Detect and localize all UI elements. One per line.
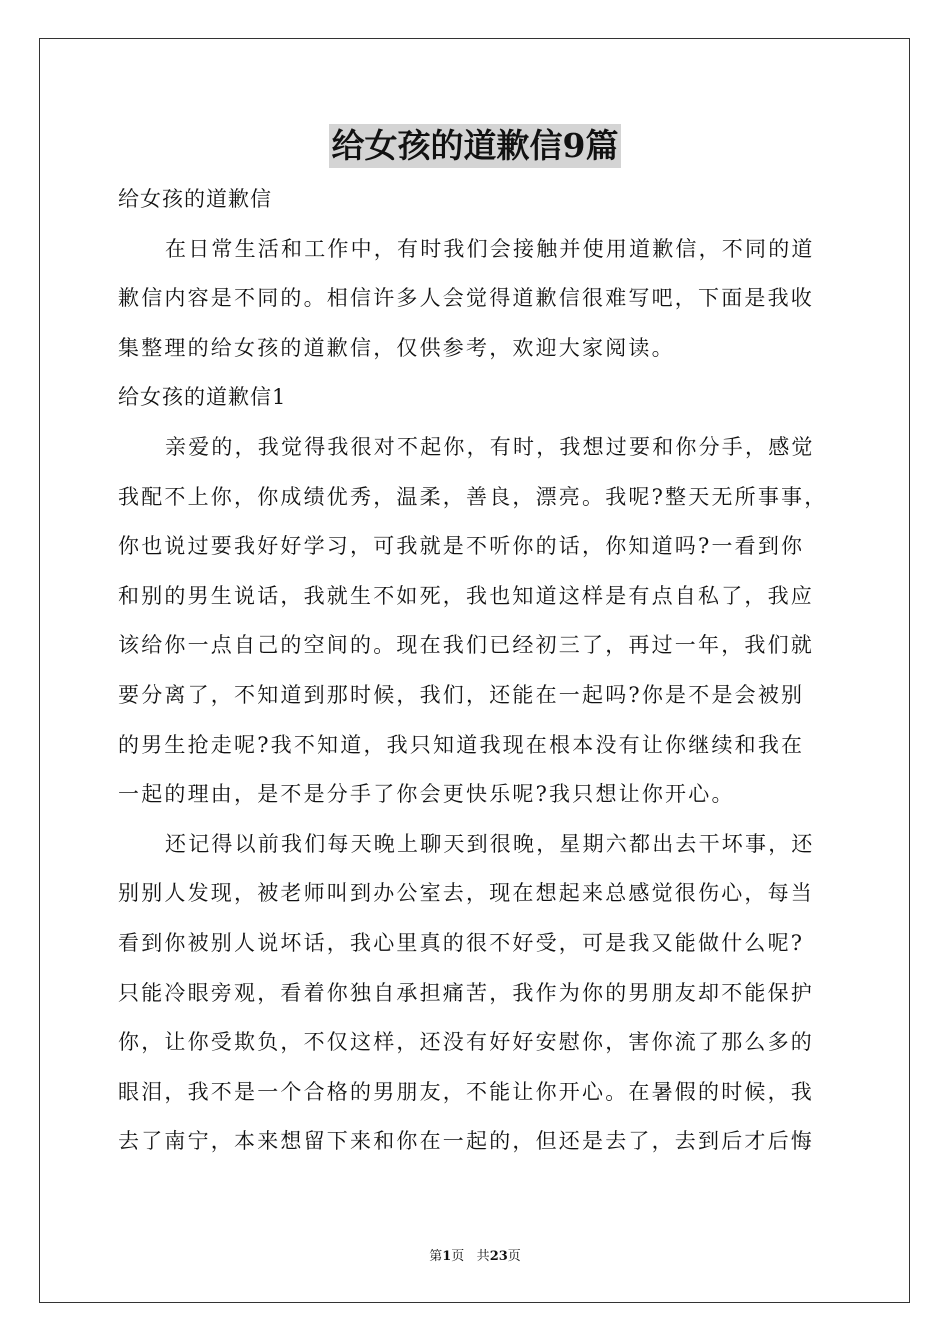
paragraph-line: 眼泪，我不是一个合格的男朋友，不能让你开心。在暑假的时候，我: [118, 1079, 814, 1104]
title-container: [0, 124, 950, 168]
footer-total-suffix: 页: [507, 1249, 521, 1264]
page-border: [39, 38, 910, 1303]
paragraph-line: 亲爱的，我觉得我很对不起你，有时，我想过要和你分手，感觉: [165, 435, 815, 459]
paragraph-line: 别别人发现，被老师叫到办公室去，现在想起来总感觉很伤心，每当: [118, 881, 814, 906]
section-heading: 给女孩的道歉信1: [118, 385, 287, 410]
paragraph-line: 歉信内容是不同的。相信许多人会觉得道歉信很难写吧，下面是我收: [118, 286, 814, 311]
paragraph-line: 和别的男生说话，我就生不如死，我也知道这样是有点自私了，我应: [118, 583, 814, 608]
paragraph-line: 一起的理由，是不是分手了你会更快乐呢?我只想让你开心。: [118, 782, 735, 807]
paragraph-line: 集整理的给女孩的道歉信，仅供参考，欢迎大家阅读。: [118, 335, 675, 360]
document-title: 给女孩的道歉信9篇: [329, 124, 622, 168]
footer-page-suffix: 页: [451, 1249, 465, 1264]
paragraph-line: 去了南宁，本来想留下来和你在一起的，但还是去了，去到后才后悔: [118, 1129, 814, 1154]
paragraph-line: 该给你一点自己的空间的。现在我们已经初三了，再过一年，我们就: [118, 633, 814, 658]
footer-total-pages: 23: [489, 1249, 508, 1264]
section-heading: 给女孩的道歉信: [118, 187, 272, 211]
paragraph-line: 你也说过要我好好学习，可我就是不听你的话，你知道吗?一看到你: [118, 534, 805, 559]
paragraph-line: 要分离了，不知道到那时候，我们，还能在一起吗?你是不是会被别: [118, 683, 805, 707]
paragraph-line: 的男生抢走呢?我不知道，我只知道我现在根本没有让你继续和我在: [118, 732, 805, 757]
footer-page-number: 1: [442, 1249, 452, 1264]
paragraph-line: 还记得以前我们每天晚上聊天到很晚，星期六都出去干坏事，还: [165, 831, 815, 856]
paragraph-line: 在日常生活和工作中，有时我们会接触并使用道歉信，不同的道: [165, 236, 815, 261]
page-footer: [0, 1248, 950, 1266]
paragraph-line: 看到你被别人说坏话，我心里真的很不好受，可是我又能做什么呢?: [118, 931, 805, 955]
paragraph-line: 我配不上你，你成绩优秀，温柔，善良，漂亮。我呢?整天无所事事，: [118, 484, 828, 509]
footer-total-prefix: 共: [476, 1249, 490, 1264]
footer-page-prefix: 第: [429, 1249, 443, 1264]
paragraph-line: 你，让你受欺负，不仅这样，还没有好好安慰你，害你流了那么多的: [118, 1030, 814, 1055]
paragraph-line: 只能冷眼旁观，看着你独自承担痛苦，我作为你的男朋友却不能保护: [118, 980, 814, 1005]
